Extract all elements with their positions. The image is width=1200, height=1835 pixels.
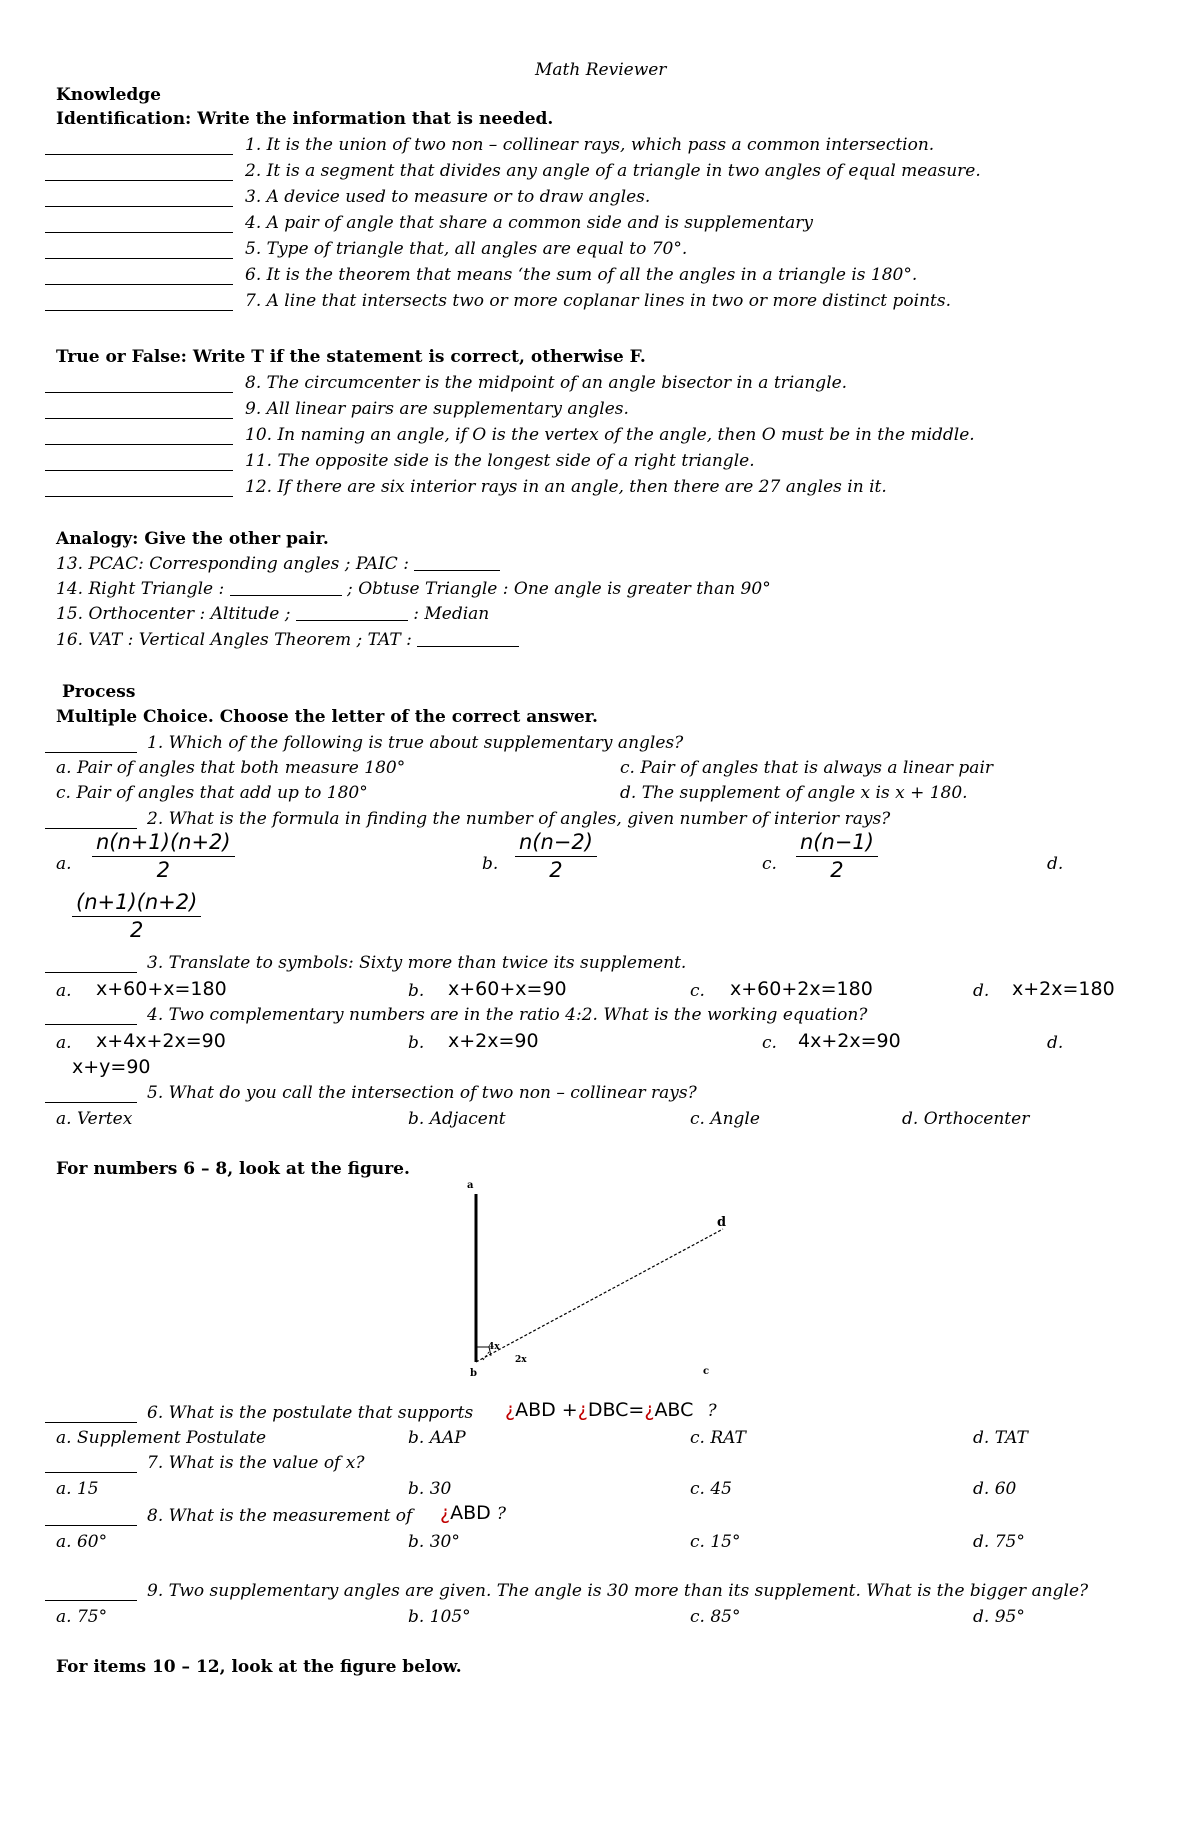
process-heading: Process bbox=[62, 682, 136, 702]
q4-option-c-label[interactable]: c. bbox=[762, 1033, 777, 1053]
answer-blank[interactable] bbox=[417, 646, 519, 647]
identification-instruction: Identification: Write the information that is needed. bbox=[56, 109, 554, 129]
figure-heading-10-12: For items 10 – 12, look at the figure below. bbox=[56, 1657, 462, 1677]
answer-blank[interactable] bbox=[45, 258, 233, 259]
q8-option-a[interactable]: a. 60° bbox=[56, 1532, 108, 1552]
identification-item: 4. A pair of angle that share a common side and is supplementary bbox=[245, 213, 813, 233]
true-false-item: 12. If there are six interior rays in an angle, then there are 27 angles in it. bbox=[245, 477, 887, 497]
ray-bd bbox=[476, 1229, 723, 1362]
point-a-label: a bbox=[467, 1180, 474, 1191]
q4-option-d-label[interactable]: d. bbox=[1047, 1033, 1064, 1053]
q5-option-a[interactable]: a. Vertex bbox=[56, 1109, 133, 1129]
fraction-numerator: n(n−2) bbox=[515, 828, 597, 857]
true-false-item: 9. All linear pairs are supplementary angles. bbox=[245, 399, 629, 419]
answer-blank[interactable] bbox=[45, 1472, 137, 1473]
answer-blank[interactable] bbox=[45, 470, 233, 471]
analogy-text: 13. PCAC: Corresponding angles ; PAIC : bbox=[56, 554, 415, 574]
question-3: 3. Translate to symbols: Sixty more than twice its supplement. bbox=[147, 953, 687, 973]
q3-option-c[interactable]: x+60+2x=180 bbox=[730, 978, 873, 1000]
point-c-label: c bbox=[703, 1366, 710, 1377]
q7-option-b[interactable]: b. 30 bbox=[408, 1479, 452, 1499]
q1-option-c-alt[interactable]: c. Pair of angles that add up to 180° bbox=[56, 783, 368, 803]
question-mark: ? bbox=[707, 1401, 717, 1421]
answer-blank[interactable] bbox=[414, 570, 500, 571]
expr-part: ABD bbox=[450, 1502, 491, 1524]
question-4: 4. Two complementary numbers are in the ratio 4:2. What is the working equation? bbox=[147, 1005, 868, 1025]
answer-blank[interactable] bbox=[45, 444, 233, 445]
answer-blank[interactable] bbox=[45, 496, 233, 497]
q7-option-c[interactable]: c. 45 bbox=[690, 1479, 732, 1499]
expr-part: ABD + bbox=[515, 1399, 578, 1421]
answer-blank[interactable] bbox=[45, 392, 233, 393]
q9-option-a[interactable]: a. 75° bbox=[56, 1607, 108, 1627]
fraction-numerator: n(n−1) bbox=[796, 828, 878, 857]
q4-option-c[interactable]: 4x+2x=90 bbox=[798, 1030, 901, 1052]
identification-item: 6. It is the theorem that means ‘the sum of all the angles in a triangle is 180°. bbox=[245, 265, 918, 285]
analogy-item-14 bbox=[56, 579, 771, 599]
angle-symbol: ¿ bbox=[505, 1399, 516, 1421]
q1-option-c[interactable]: c. Pair of angles that is always a linear pair bbox=[620, 758, 994, 778]
q4-option-d[interactable]: x+y=90 bbox=[72, 1056, 151, 1078]
q8-option-c[interactable]: c. 15° bbox=[690, 1532, 741, 1552]
answer-blank[interactable] bbox=[45, 1422, 137, 1423]
q2-option-b-fraction bbox=[515, 828, 597, 883]
point-d-label: d bbox=[717, 1215, 727, 1230]
q2-option-a-label[interactable]: a. bbox=[56, 854, 72, 874]
angle-symbol: ¿ bbox=[644, 1399, 655, 1421]
angle-4x-label: 4x bbox=[488, 1342, 500, 1352]
multiple-choice-instruction: Multiple Choice. Choose the letter of the correct answer. bbox=[56, 707, 598, 727]
angle-arc bbox=[483, 1352, 489, 1360]
analogy-text: : Median bbox=[407, 604, 490, 624]
identification-item: 2. It is a segment that divides any angle of a triangle in two angles of equal measure. bbox=[245, 161, 981, 181]
q6-option-a[interactable]: a. Supplement Postulate bbox=[56, 1428, 267, 1448]
answer-blank[interactable] bbox=[45, 972, 137, 973]
q4-option-b[interactable]: x+2x=90 bbox=[448, 1030, 539, 1052]
answer-blank[interactable] bbox=[45, 206, 233, 207]
question-1: 1. Which of the following is true about supplementary angles? bbox=[147, 733, 684, 753]
answer-blank[interactable] bbox=[45, 232, 233, 233]
answer-blank[interactable] bbox=[45, 1600, 137, 1601]
q6-option-d[interactable]: d. TAT bbox=[973, 1428, 1028, 1448]
fraction-numerator: n(n+1)(n+2) bbox=[92, 828, 235, 857]
analogy-text: ; Obtuse Triangle : One angle is greater than 90° bbox=[341, 579, 771, 599]
page-title: Math Reviewer bbox=[535, 60, 667, 80]
answer-blank[interactable] bbox=[45, 1024, 137, 1025]
answer-blank[interactable] bbox=[230, 595, 342, 596]
q3-option-c-label[interactable]: c. bbox=[690, 981, 705, 1001]
question-9: 9. Two supplementary angles are given. The angle is 30 more than its supplement. What is the bigger angle? bbox=[147, 1581, 1089, 1601]
q3-option-a-label[interactable]: a. bbox=[56, 981, 72, 1001]
answer-blank[interactable] bbox=[45, 310, 233, 311]
identification-item: 7. A line that intersects two or more coplanar lines in two or more distinct points. bbox=[245, 291, 951, 311]
identification-item: 1. It is the union of two non – collinear rays, which pass a common intersection. bbox=[245, 135, 935, 155]
angle-symbol: ¿ bbox=[577, 1399, 588, 1421]
q8-option-d[interactable]: d. 75° bbox=[973, 1532, 1025, 1552]
q2-option-a-fraction bbox=[92, 828, 235, 883]
analogy-item-15 bbox=[56, 604, 489, 624]
answer-blank[interactable] bbox=[45, 180, 233, 181]
fraction-denominator: 2 bbox=[156, 858, 170, 882]
q8-expression bbox=[440, 1503, 506, 1524]
q9-option-c[interactable]: c. 85° bbox=[690, 1607, 741, 1627]
question-8: 8. What is the measurement of bbox=[147, 1506, 413, 1526]
fraction-denominator: 2 bbox=[549, 858, 563, 882]
fraction-denominator: 2 bbox=[830, 858, 844, 882]
answer-blank[interactable] bbox=[45, 154, 233, 155]
true-false-instruction: True or False: Write T if the statement is correct, otherwise F. bbox=[56, 347, 646, 367]
q3-option-d[interactable]: x+2x=180 bbox=[1012, 978, 1115, 1000]
true-false-item: 8. The circumcenter is the midpoint of an angle bisector in a triangle. bbox=[245, 373, 848, 393]
point-b-label: b bbox=[470, 1368, 477, 1379]
question-6: 6. What is the postulate that supports bbox=[147, 1403, 474, 1423]
q2-option-c-fraction bbox=[796, 828, 878, 883]
analogy-item-16 bbox=[56, 630, 519, 650]
q5-option-b[interactable]: b. Adjacent bbox=[408, 1109, 506, 1129]
true-false-item: 10. In naming an angle, if O is the vertex of the angle, then O must be in the middle. bbox=[245, 425, 975, 445]
analogy-text: 14. Right Triangle : bbox=[56, 579, 230, 599]
q6-option-c[interactable]: c. RAT bbox=[690, 1428, 746, 1448]
analogy-text: 15. Orthocenter : Altitude ; bbox=[56, 604, 296, 624]
analogy-instruction: Analogy: Give the other pair. bbox=[56, 529, 329, 549]
answer-blank[interactable] bbox=[45, 284, 233, 285]
answer-blank[interactable] bbox=[45, 418, 233, 419]
q8-option-b[interactable]: b. 30° bbox=[408, 1532, 460, 1552]
q6-option-b[interactable]: b. AAP bbox=[408, 1428, 466, 1448]
angle-figure bbox=[455, 1172, 745, 1392]
expr-part: DBC= bbox=[587, 1399, 645, 1421]
q3-option-b-label[interactable]: b. bbox=[408, 981, 425, 1001]
q4-option-a-label[interactable]: a. bbox=[56, 1033, 72, 1053]
fraction-numerator: (n+1)(n+2) bbox=[72, 888, 201, 917]
q2-option-d-label[interactable]: d. bbox=[1047, 854, 1064, 874]
question-2: 2. What is the formula in finding the number of angles, given number of interior rays? bbox=[147, 809, 891, 829]
angle-symbol: ¿ bbox=[440, 1502, 451, 1524]
identification-item: 5. Type of triangle that, all angles are equal to 70°. bbox=[245, 239, 688, 259]
q2-option-c-label[interactable]: c. bbox=[762, 854, 777, 874]
q1-option-d[interactable]: d. The supplement of angle x is x + 180. bbox=[620, 783, 968, 803]
q1-option-a[interactable]: a. Pair of angles that both measure 180° bbox=[56, 758, 406, 778]
q5-option-c[interactable]: c. Angle bbox=[690, 1109, 760, 1129]
angle-2x-label: 2x bbox=[515, 1355, 527, 1365]
question-7: 7. What is the value of x? bbox=[147, 1453, 365, 1473]
q7-option-d[interactable]: d. 60 bbox=[973, 1479, 1017, 1499]
true-false-item: 11. The opposite side is the longest side of a right triangle. bbox=[245, 451, 755, 471]
q9-option-d[interactable]: d. 95° bbox=[973, 1607, 1025, 1627]
answer-blank[interactable] bbox=[45, 752, 137, 753]
knowledge-heading: Knowledge bbox=[56, 85, 161, 105]
answer-blank[interactable] bbox=[45, 1525, 137, 1526]
q9-option-b[interactable]: b. 105° bbox=[408, 1607, 471, 1627]
q3-option-a[interactable]: x+60+x=180 bbox=[96, 978, 227, 1000]
q2-option-b-label[interactable]: b. bbox=[482, 854, 499, 874]
q3-option-d-label[interactable]: d. bbox=[973, 981, 990, 1001]
q2-option-d-fraction bbox=[72, 888, 201, 943]
question-5: 5. What do you call the intersection of two non – collinear rays? bbox=[147, 1083, 697, 1103]
q4-option-b-label[interactable]: b. bbox=[408, 1033, 425, 1053]
analogy-text: 16. VAT : Vertical Angles Theorem ; TAT : bbox=[56, 630, 418, 650]
expr-part: ABC bbox=[654, 1399, 694, 1421]
q5-option-d[interactable]: d. Orthocenter bbox=[902, 1109, 1030, 1129]
question-mark: ? bbox=[496, 1504, 506, 1524]
answer-blank[interactable] bbox=[45, 1102, 137, 1103]
q3-option-b[interactable]: x+60+x=90 bbox=[448, 978, 567, 1000]
q6-expression bbox=[505, 1400, 717, 1421]
q7-option-a[interactable]: a. 15 bbox=[56, 1479, 99, 1499]
identification-item: 3. A device used to measure or to draw angles. bbox=[245, 187, 651, 207]
answer-blank[interactable] bbox=[296, 620, 408, 621]
figure-heading-6-8: For numbers 6 – 8, look at the figure. bbox=[56, 1159, 410, 1179]
q4-option-a[interactable]: x+4x+2x=90 bbox=[96, 1030, 226, 1052]
fraction-denominator: 2 bbox=[129, 918, 144, 942]
analogy-item-13 bbox=[56, 554, 500, 574]
